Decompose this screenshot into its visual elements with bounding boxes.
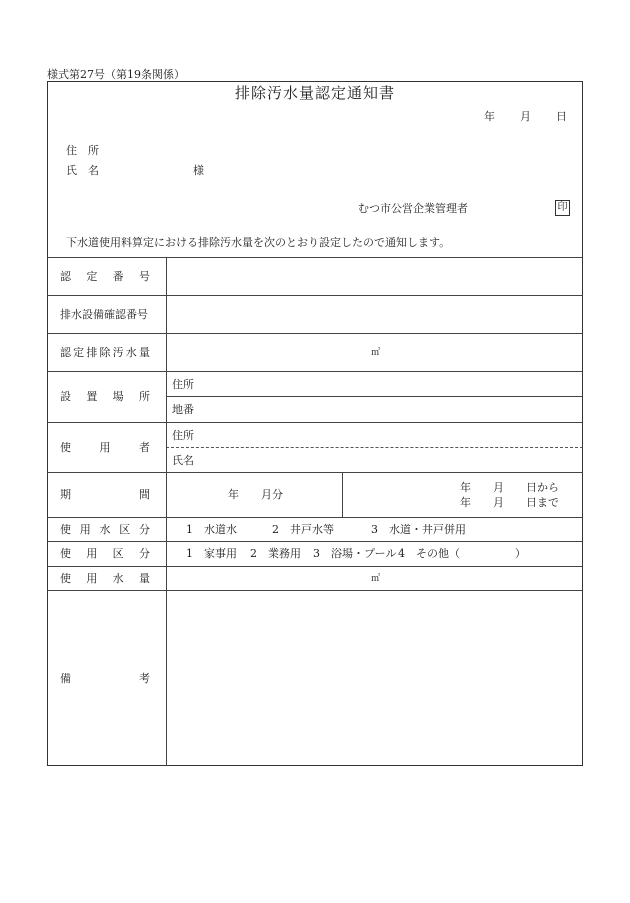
period-months: 年 月分 <box>228 488 283 501</box>
usage-type-option: 4 その他（ ） <box>398 547 526 560</box>
unit-cubic-meter: ㎥ <box>371 348 381 358</box>
issuer-name: むつ市公営企業管理者 <box>358 202 468 215</box>
divider <box>47 422 583 423</box>
label-remarks: 備 考 <box>60 672 150 685</box>
label-usage-type: 使 用 区 分 <box>60 547 150 560</box>
form-title: 排除汚水量認定通知書 <box>234 84 395 102</box>
usage-type-option: 2 業務用 <box>250 547 301 560</box>
divider <box>47 371 583 372</box>
label-user: 使 用 者 <box>60 441 150 454</box>
usage-type-option: 1 家事用 <box>186 547 237 560</box>
divider <box>47 333 583 334</box>
location-lot-label: 地番 <box>172 403 194 416</box>
seal-mark: 印 <box>555 200 570 216</box>
divider <box>47 295 583 296</box>
divider <box>47 517 583 518</box>
label-period: 期 間 <box>60 488 150 501</box>
date-month: 月 <box>520 110 531 123</box>
usage-type-option: 3 浴場・プール <box>313 547 397 560</box>
divider <box>47 590 583 591</box>
user-address-label: 住所 <box>172 429 194 442</box>
water-type-option: 2 井戸水等 <box>272 523 334 536</box>
dashed-divider <box>166 447 583 448</box>
water-type-option: 1 水道水 <box>186 523 237 536</box>
period-from: 年 月 日から <box>460 481 559 494</box>
divider <box>47 541 583 542</box>
label-location: 設 置 場 所 <box>60 390 150 403</box>
addressee-name-label: 氏 名 <box>66 164 99 177</box>
divider <box>47 257 583 258</box>
notice-form <box>47 81 583 766</box>
intro-text: 下水道使用料算定における排除汚水量を次のとおり設定したので通知します。 <box>66 236 451 249</box>
divider <box>47 472 583 473</box>
label-water-type: 使 用 水 区 分 <box>60 523 150 536</box>
date-year: 年 <box>484 110 495 123</box>
location-address-label: 住所 <box>172 378 194 391</box>
honorific: 様 <box>193 164 204 177</box>
column-divider <box>342 472 343 517</box>
form-number: 様式第27号（第19条関係） <box>47 68 185 81</box>
date-day: 日 <box>556 110 567 123</box>
label-cert-number: 認 定 番 号 <box>60 270 150 283</box>
label-certified-volume: 認 定 排 除 汚 水 量 <box>60 346 150 359</box>
water-type-option: 3 水道・井戸併用 <box>371 523 466 536</box>
unit-cubic-meter: ㎥ <box>371 574 381 584</box>
divider <box>166 396 583 397</box>
label-drain-confirm-number: 排水設備確認番号 <box>60 308 148 321</box>
label-water-volume: 使 用 水 量 <box>60 572 150 585</box>
divider <box>47 566 583 567</box>
column-divider <box>166 257 167 766</box>
user-name-label: 氏名 <box>172 454 194 467</box>
addressee-address-label: 住 所 <box>66 144 99 157</box>
period-to: 年 月 日まで <box>460 496 559 509</box>
